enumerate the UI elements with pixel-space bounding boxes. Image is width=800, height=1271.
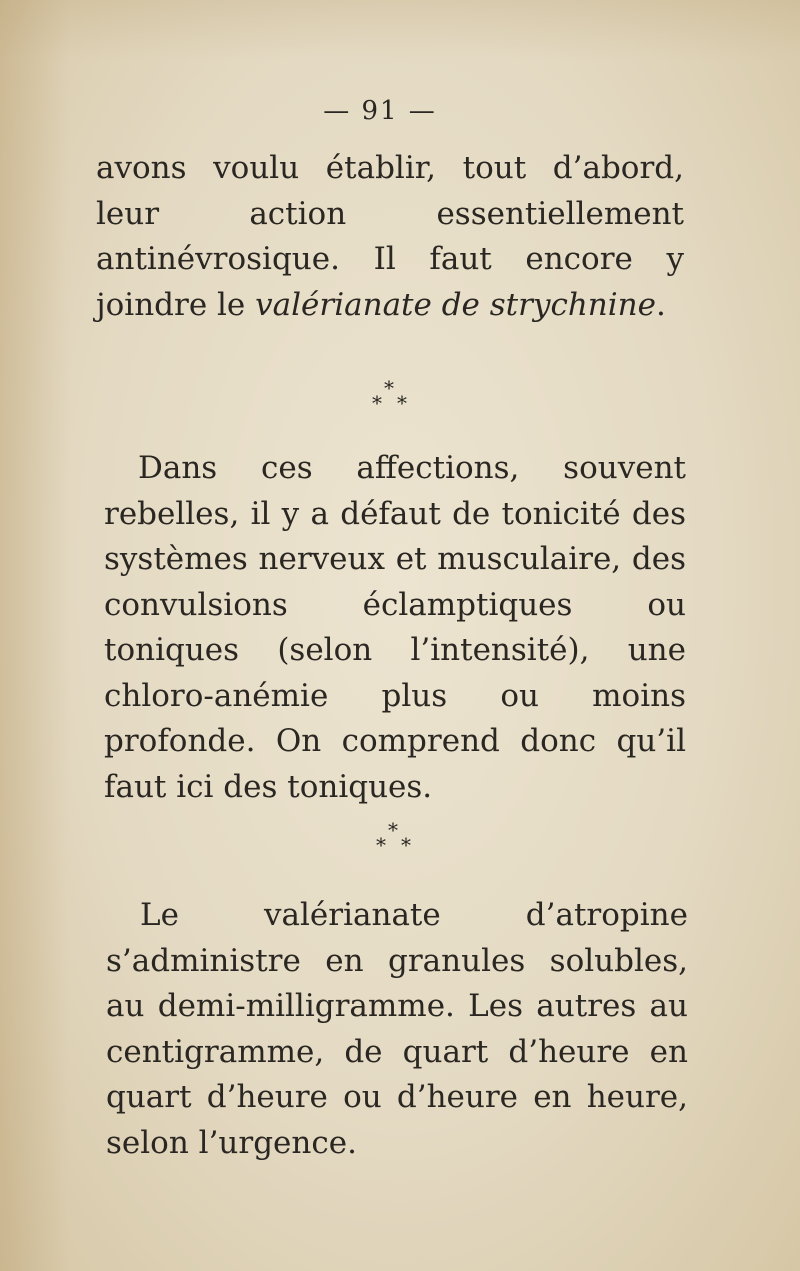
asterism-star: * — [372, 391, 382, 415]
asterism-separator-1 — [364, 378, 424, 418]
paragraph-1-text: avons voulu établir, tout d’abord, leur action essentiellement antinévrosique. Il faut encore y joindre le — [96, 150, 684, 323]
asterism-separator-2 — [368, 820, 428, 860]
paragraph-1 — [96, 146, 684, 328]
page-edge-shading — [0, 0, 70, 1271]
paragraph-3: Le valérianate d’atropine s’administre en granules solubles, au demi-milligramme. Les autres au centigramme, de quart d’heure en quart d’heure ou d’heure en heure, selon l’urgence. — [106, 897, 688, 1161]
asterism-star: * — [376, 833, 386, 857]
paragraph-2: Dans ces affections, souvent rebelles, il y a défaut de tonicité des systèmes nerveux et musculaire, des convulsions éclamptiques ou toniques (selon l’intensité), une chloro-anémie plus ou moins profonde. On comprend donc qu’il faut ici des toniques. — [104, 450, 686, 805]
page-top-shading — [0, 0, 800, 60]
asterism-star: * — [384, 376, 394, 400]
paragraph-1-end: . — [655, 286, 666, 323]
paragraph-1-italic: valérianate de strychnine — [255, 286, 656, 323]
asterism-star: * — [388, 818, 398, 842]
page-number: — 91 — — [323, 96, 437, 126]
asterism-star: * — [401, 833, 411, 857]
asterism-star: * — [397, 391, 407, 415]
